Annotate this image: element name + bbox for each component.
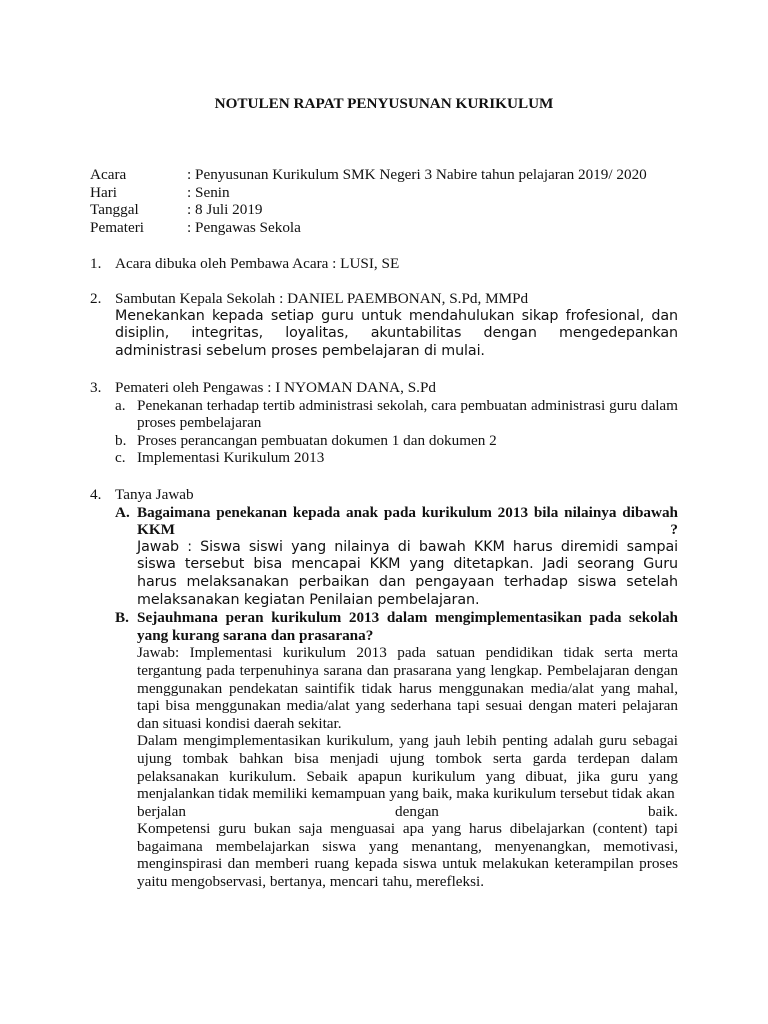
question-line-end — [137, 521, 678, 539]
meta-key: Pemateri — [90, 218, 144, 236]
question-letter: A. — [115, 503, 130, 521]
meta-row-hari — [90, 184, 678, 202]
meta-row-acara — [90, 166, 678, 184]
meta-value: : Pengawas Sekola — [187, 218, 301, 236]
sub-item-c — [90, 449, 678, 467]
meta-value: : 8 Juli 2019 — [187, 201, 263, 219]
item-number: 3. — [90, 379, 102, 396]
meta-key: Hari — [90, 183, 117, 201]
answer-text: Jawab : Siswa siswi yang nilainya di bawah KKM harus diremidi sampai siswa tersebut bisa mencapai KKM yang ditetapkan. Jadi seorang Guru harus melaksanakan perbaikan dan pengayaan terhadap siswa setelah melaksanakan kegiatan Penilaian pembelajaran. — [137, 538, 678, 608]
meta-value: : Senin — [187, 183, 230, 201]
sub-item-b — [90, 432, 678, 450]
meeting-info — [90, 166, 678, 236]
answer-word: berjalan — [137, 802, 186, 820]
question-mark: ? — [670, 521, 678, 539]
answer-paragraph-2: Dalam mengimplementasikan kurikulum, yang jauh lebih penting adalah guru sebagai ujung tombak bahkan bisa menjadi ujung tombok serta garda terdepan dalam pelaksanakan kurikulum. Sebaik apapun kurikulum yang dibuat, jika guru yang menjalankan tidak memiliki kemampuan yang baik, maka kurikulum tersebut tidak akan — [137, 732, 678, 803]
question-text — [137, 504, 678, 539]
answer-word: dengan — [395, 802, 439, 820]
meta-key: Acara — [90, 166, 127, 183]
sub-item-text: Penekanan terhadap tertib administrasi sekolah, cara pembuatan administrasi guru dalam proses pembelajaran — [137, 396, 678, 432]
question-word: KKM — [137, 521, 175, 539]
list-item-2 — [90, 290, 678, 360]
item-body: Menekankan kepada setiap guru untuk mendahulukan sikap frofesional, dan disiplin, integritas, loyalitas, akuntabilitas dengan mengedepankan administrasi sebelum proses pembelajaran di mulai. — [115, 307, 678, 359]
question-line: Bagaimana penekanan kepada anak pada kurikulum 2013 bila nilainya dibawah — [137, 503, 678, 521]
meta-row-pemateri — [90, 219, 678, 237]
list-item-3 — [90, 379, 678, 467]
item-text: Acara dibuka oleh Pembawa Acara : LUSI, SE — [115, 255, 400, 272]
document-title: NOTULEN RAPAT PENYUSUNAN KURIKULUM — [214, 95, 554, 112]
answer-word: baik. — [648, 802, 678, 820]
sub-item-letter: b. — [115, 431, 127, 449]
sub-item-text: Implementasi Kurikulum 2013 — [137, 449, 325, 467]
item-number: 2. — [90, 290, 102, 307]
meta-row-tanggal — [90, 201, 678, 219]
list-item-1 — [90, 255, 678, 273]
sub-item-a — [90, 397, 678, 432]
sub-item-letter: a. — [115, 396, 126, 414]
item-text: Pemateri oleh Pengawas : I NYOMAN DANA, S.Pd — [115, 379, 437, 396]
meta-value: : Penyusunan Kurikulum SMK Negeri 3 Nabire tahun pelajaran 2019/ 2020 — [187, 166, 647, 183]
item-number: 4. — [90, 486, 102, 503]
item-text: Sambutan Kepala Sekolah : DANIEL PAEMBONAN, S.Pd, MMPd — [115, 290, 529, 307]
meta-key: Tanggal — [90, 201, 139, 219]
question-b — [90, 609, 678, 891]
sub-item-text: Proses perancangan pembuatan dokumen 1 dan dokumen 2 — [137, 431, 497, 449]
answer-paragraph-2-end — [137, 803, 678, 821]
sub-item-letter: c. — [115, 449, 126, 467]
question-letter: B. — [115, 609, 129, 627]
question-text: Sejauhmana peran kurikulum 2013 dalam mengimplementasikan pada sekolah yang kurang sarana dan prasarana? — [137, 609, 678, 644]
question-a — [90, 504, 678, 610]
item-text: Tanya Jawab — [115, 486, 194, 503]
answer-paragraph-1: Jawab: Implementasi kurikulum 2013 pada satuan pendidikan tidak serta merta tergantung pada terpenuhinya sarana dan prasarana yang lengkap. Pembelajaran dengan menggunakan pendekatan saintifik tidak harus menggunakan media/alat yang mahal, tapi bisa menggunakan media/alat yang sederhana tapi sesuai dengan materi pelajaran dan situasi kondisi daerah sekitar. — [137, 644, 678, 732]
item-number: 1. — [90, 255, 102, 272]
answer-paragraph-3: Kompetensi guru bukan saja menguasai apa yang harus dibelajarkan (content) tapi bagaimana membelajarkan siswa yang menantang, menyenangkan, memotivasi, menginspirasi dan memberi ruang kepada siswa untuk melakukan keterampilan proses yaitu mengobservasi, bertanya, mencari tahu, merefleksi. — [137, 820, 678, 891]
list-item-4 — [90, 486, 678, 891]
